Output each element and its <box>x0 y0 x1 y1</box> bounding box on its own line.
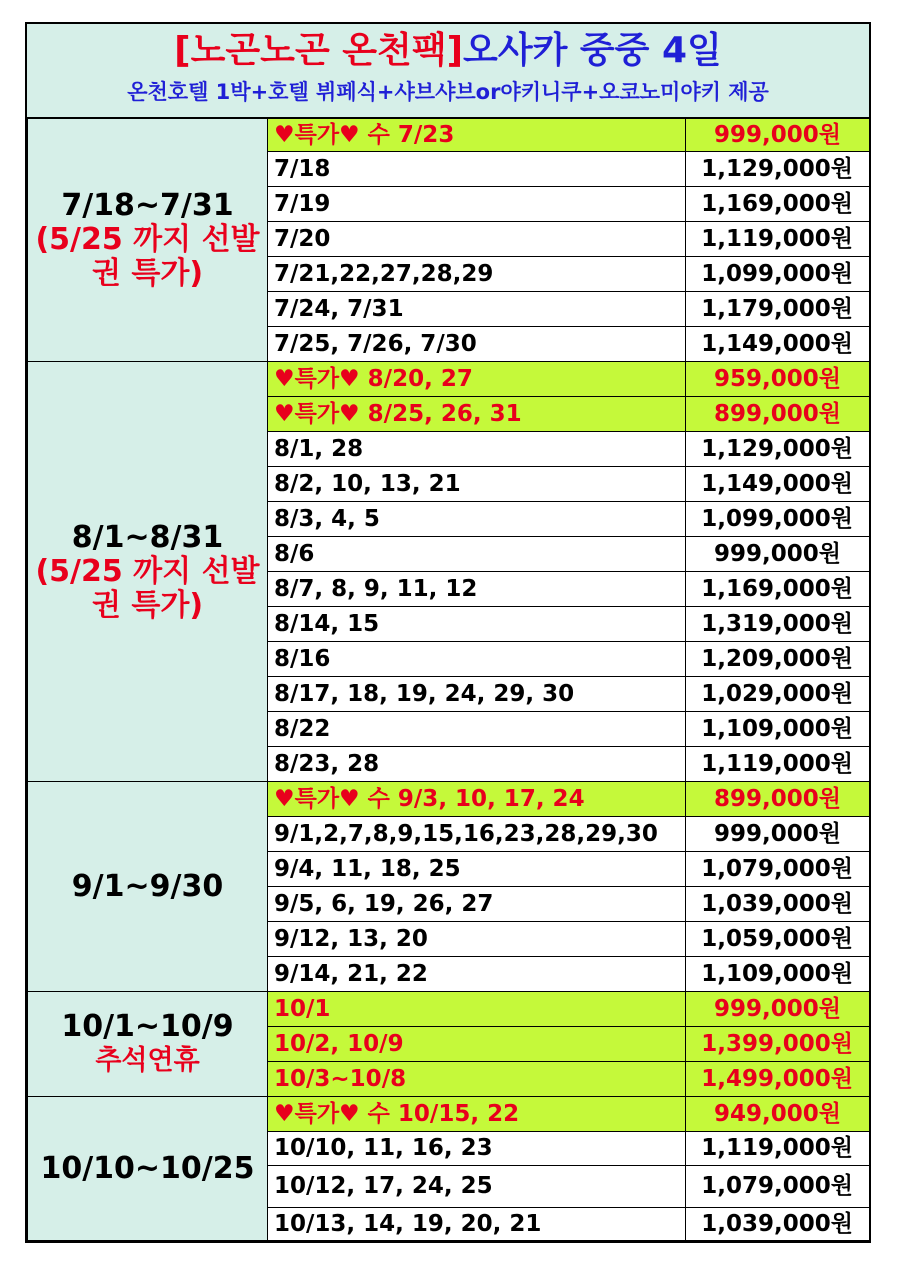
period-cell <box>28 782 268 992</box>
date-cell: 8/2, 10, 13, 21 <box>268 467 686 502</box>
price-cell: 999,000원 <box>686 992 870 1027</box>
date-cell: 7/21,22,27,28,29 <box>268 257 686 292</box>
price-cell: 959,000원 <box>686 362 870 397</box>
period-cell <box>28 362 268 782</box>
price-cell: 1,039,000원 <box>686 1208 870 1241</box>
price-cell: 1,109,000원 <box>686 957 870 992</box>
table-row <box>28 992 870 1027</box>
table-row <box>28 1097 870 1132</box>
table-row <box>28 119 870 152</box>
period-range: 10/10~10/25 <box>40 1150 255 1186</box>
table-row <box>28 782 870 817</box>
title-destination: 오사카 중중 4일 <box>463 30 722 71</box>
price-cell: 1,149,000원 <box>686 327 870 362</box>
price-table <box>27 118 870 1241</box>
period-note: (5/25 까지 선발권 특가) <box>35 553 260 623</box>
date-cell: 8/23, 28 <box>268 747 686 782</box>
price-cell: 1,079,000원 <box>686 852 870 887</box>
date-cell: 10/13, 14, 19, 20, 21 <box>268 1208 686 1241</box>
date-cell: 8/14, 15 <box>268 607 686 642</box>
price-cell: 1,039,000원 <box>686 887 870 922</box>
period-note: (5/25 까지 선발권 특가) <box>35 222 260 291</box>
price-cell: 999,000원 <box>686 119 870 152</box>
table-row <box>28 362 870 397</box>
price-cell: 1,209,000원 <box>686 642 870 677</box>
price-cell: 1,059,000원 <box>686 922 870 957</box>
price-cell: 1,129,000원 <box>686 432 870 467</box>
price-cell: 899,000원 <box>686 397 870 432</box>
special-date-cell: ♥특가♥ 수 7/23 <box>268 119 686 152</box>
price-cell: 1,119,000원 <box>686 747 870 782</box>
period-cell <box>28 1097 268 1241</box>
price-cell: 999,000원 <box>686 537 870 572</box>
price-cell: 1,499,000원 <box>686 1062 870 1097</box>
date-cell: 8/22 <box>268 712 686 747</box>
price-sheet <box>25 22 871 1243</box>
date-cell: 7/19 <box>268 187 686 222</box>
price-cell: 999,000원 <box>686 817 870 852</box>
date-cell: 9/12, 13, 20 <box>268 922 686 957</box>
date-cell: 8/3, 4, 5 <box>268 502 686 537</box>
price-cell: 1,119,000원 <box>686 222 870 257</box>
date-cell: 7/18 <box>268 152 686 187</box>
special-date-cell: 10/1 <box>268 992 686 1027</box>
page-title <box>27 24 869 75</box>
period-range: 8/1~8/31 <box>71 519 224 555</box>
price-cell: 1,149,000원 <box>686 467 870 502</box>
price-cell: 1,129,000원 <box>686 152 870 187</box>
special-date-cell: 10/3~10/8 <box>268 1062 686 1097</box>
title-package-name: [노곤노곤 온천팩] <box>174 30 464 71</box>
period-range: 7/18~7/31 <box>61 188 234 223</box>
special-date-cell: 10/2, 10/9 <box>268 1027 686 1062</box>
date-cell: 8/17, 18, 19, 24, 29, 30 <box>268 677 686 712</box>
date-cell: 7/24, 7/31 <box>268 292 686 327</box>
date-cell: 8/16 <box>268 642 686 677</box>
price-cell: 1,179,000원 <box>686 292 870 327</box>
date-cell: 7/25, 7/26, 7/30 <box>268 327 686 362</box>
price-cell: 899,000원 <box>686 782 870 817</box>
price-cell: 1,119,000원 <box>686 1132 870 1166</box>
price-cell: 1,099,000원 <box>686 257 870 292</box>
special-date-cell: ♥특가♥ 8/20, 27 <box>268 362 686 397</box>
price-cell: 1,109,000원 <box>686 712 870 747</box>
price-cell: 1,319,000원 <box>686 607 870 642</box>
date-cell: 9/5, 6, 19, 26, 27 <box>268 887 686 922</box>
price-cell: 1,399,000원 <box>686 1027 870 1062</box>
date-cell: 8/7, 8, 9, 11, 12 <box>268 572 686 607</box>
date-cell: 8/6 <box>268 537 686 572</box>
page-subtitle: 온천호텔 1박+호텔 뷔페식+샤브샤브or야키니쿠+오코노미야키 제공 <box>127 80 769 104</box>
period-cell <box>28 992 268 1097</box>
special-date-cell: ♥특가♥ 8/25, 26, 31 <box>268 397 686 432</box>
price-cell: 1,169,000원 <box>686 572 870 607</box>
date-cell: 9/1,2,7,8,9,15,16,23,28,29,30 <box>268 817 686 852</box>
period-range: 10/1~10/9 <box>61 1009 234 1044</box>
period-cell <box>28 119 268 362</box>
date-cell: 9/14, 21, 22 <box>268 957 686 992</box>
price-cell: 1,169,000원 <box>686 187 870 222</box>
special-date-cell: ♥특가♥ 수 10/15, 22 <box>268 1097 686 1132</box>
price-cell: 1,079,000원 <box>686 1166 870 1208</box>
date-cell: 9/4, 11, 18, 25 <box>268 852 686 887</box>
date-cell: 10/10, 11, 16, 23 <box>268 1132 686 1166</box>
period-range: 9/1~9/30 <box>71 868 224 904</box>
special-date-cell: ♥특가♥ 수 9/3, 10, 17, 24 <box>268 782 686 817</box>
price-cell: 1,099,000원 <box>686 502 870 537</box>
price-cell: 1,029,000원 <box>686 677 870 712</box>
date-cell: 10/12, 17, 24, 25 <box>268 1166 686 1208</box>
period-note: 추석연휴 <box>95 1045 200 1076</box>
price-cell: 949,000원 <box>686 1097 870 1132</box>
header <box>27 24 869 118</box>
date-cell: 8/1, 28 <box>268 432 686 467</box>
date-cell: 7/20 <box>268 222 686 257</box>
